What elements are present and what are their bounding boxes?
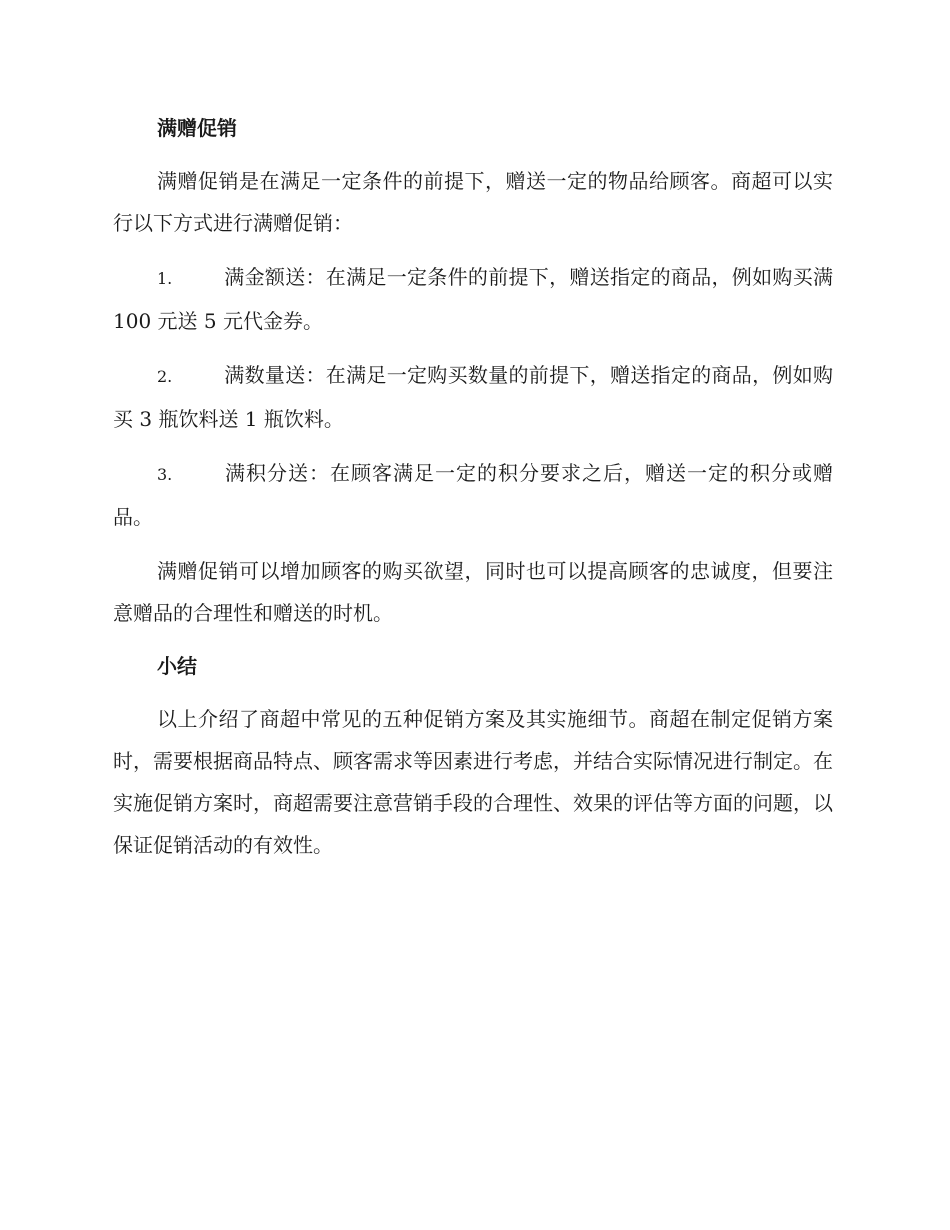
document-page — [113, 108, 833, 878]
paragraph-intro: 满赠促销是在满足一定条件的前提下，赠送一定的物品给顾客。商超可以实行以下方式进行满赠促销： — [113, 169, 833, 235]
section-heading-summary: 小结 — [157, 654, 197, 678]
paragraph-conclusion: 满赠促销可以增加顾客的购买欲望，同时也可以提高顾客的忠诚度，但要注意赠品的合理性和赠送的时机。 — [113, 559, 833, 625]
list-item — [113, 452, 833, 538]
list-item — [113, 256, 833, 342]
list-number: 2. — [157, 367, 173, 386]
list-number: 1. — [157, 269, 173, 288]
list-text: 满金额送：在满足一定条件的前提下，赠送指定的商品，例如购买满 100 元送 5 元代金券。 — [113, 265, 833, 333]
list-text: 满积分送：在顾客满足一定的积分要求之后，赠送一定的积分或赠品。 — [113, 461, 833, 529]
list-text: 满数量送：在满足一定购买数量的前提下，赠送指定的商品，例如购买 3 瓶饮料送 1 瓶饮料。 — [113, 363, 833, 431]
paragraph-summary: 以上介绍了商超中常见的五种促销方案及其实施细节。商超在制定促销方案时，需要根据商品特点、顾客需求等因素进行考虑，并结合实际情况进行制定。在实施促销方案时，商超需要注意营销手段的合理性、效果的评估等方面的问题，以保证促销活动的有效性。 — [113, 707, 833, 857]
section-heading-full-gift: 满赠促销 — [157, 116, 237, 140]
list-item — [113, 354, 833, 440]
list-number: 3. — [157, 465, 173, 484]
